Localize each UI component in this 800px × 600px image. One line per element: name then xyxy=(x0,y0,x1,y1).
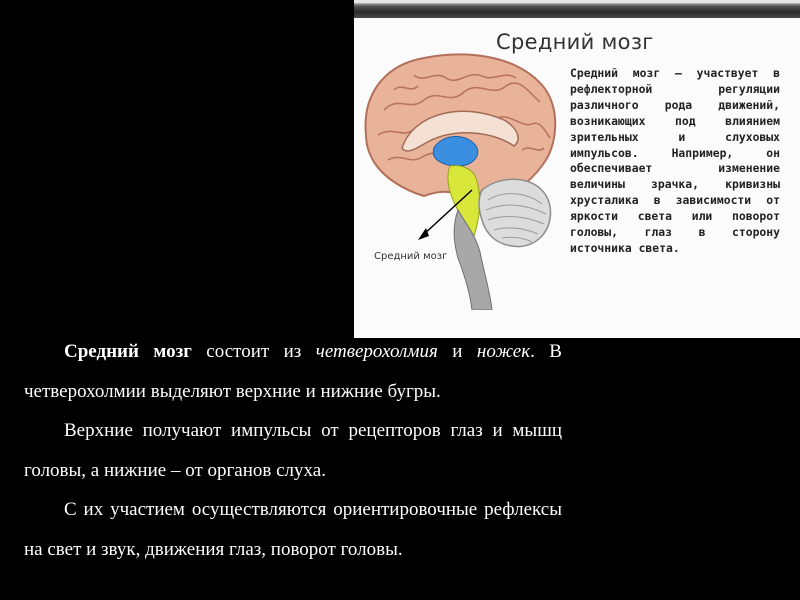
term-peduncles: ножек xyxy=(476,341,531,362)
figure-description: Средний мозг – участвует в рефлекторной регуляции различного рода движений, возникающих под влиянием зрительных и слуховых импульсов. Например, он обеспечивает изменение величины зрачка, кривизны хрусталика в зависимости от яркости света или поворот головы, глаз в сторону источника света. xyxy=(570,66,780,255)
figure-title: Средний мозг xyxy=(496,30,654,54)
cerebellum-shape xyxy=(479,179,551,246)
p1-text-c: . В четверохолмии выделяют верхние и нижние бугры. xyxy=(24,341,562,402)
brain-illustration xyxy=(354,40,574,310)
term-quadrigemina: четверохолмия xyxy=(315,341,438,362)
paragraph-3: С их участием осуществляются ориентировочные рефлексы на свет и звук, движения глаз, поворот головы. xyxy=(24,499,562,560)
figure-top-bar xyxy=(354,0,800,18)
p1-text-a: состоит из xyxy=(191,341,316,362)
brain-caption: Средний мозг xyxy=(374,251,448,262)
p1-text-b: и xyxy=(437,341,477,362)
figure-panel xyxy=(354,0,800,338)
pointer-arrowhead xyxy=(418,228,429,240)
paragraph-1 xyxy=(24,332,562,411)
term-midbrain: Средний мозг xyxy=(64,341,192,362)
main-text xyxy=(24,332,562,569)
paragraph-2: Верхние получают импульсы от рецепторов глаз и мышц головы, а нижние – от органов слуха. xyxy=(24,420,562,481)
thalamus-shape xyxy=(433,136,477,166)
